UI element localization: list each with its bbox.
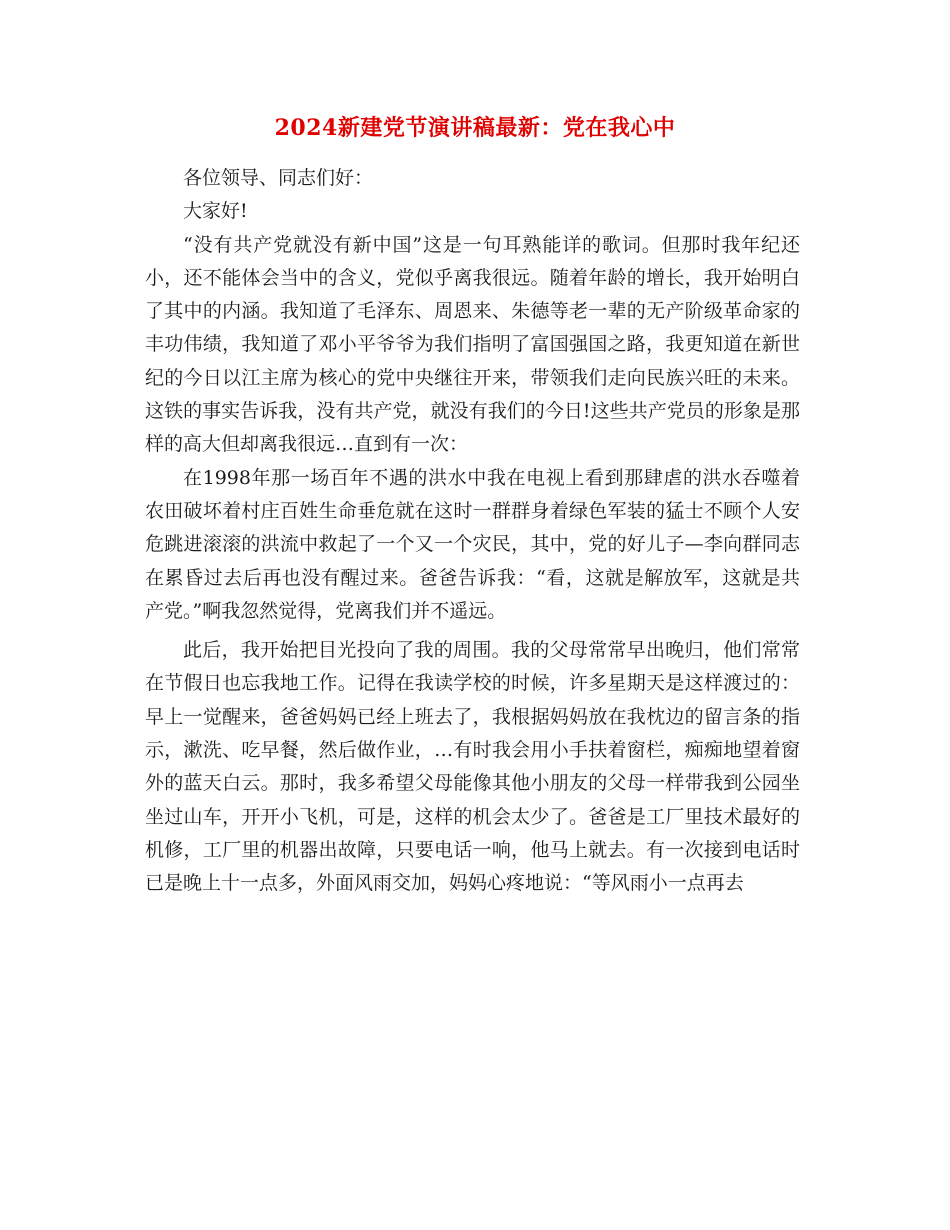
body-paragraph: “没有共产党就没有新中国”这是一句耳熟能详的歌词。但那时我年纪还小，还不能体会当中的含义，党似乎离我很远。随着年龄的增长，我开始明白了其中的内涵。我知道了毛泽东、周恩来、朱德等老一辈的无产阶级革命家的丰功伟绩，我知道了邓小平爷爷为我们指明了富国强国之路，我更知道在新世纪的今日以江主席为核心的党中央继往开来，带领我们走向民族兴旺的未来。这铁的事实告诉我，没有共产党，就没有我们的今日!这些共产党员的形象是那样的高大但却离我很远…直到有一次： xyxy=(145,233,800,456)
document-body xyxy=(145,162,800,901)
body-paragraph: 此后，我开始把目光投向了我的周围。我的父母常常早出晚归，他们常常在节假日也忘我地工作。记得在我读学校的时候，许多星期天是这样渡过的：早上一觉醒来，爸爸妈妈已经上班去了，我根据妈妈放在我枕边的留言条的指示，漱洗、吃早餐，然后做作业，…有时我会用小手扶着窗栏，痴痴地望着窗外的蓝天白云。那时，我多希望父母能像其他小朋友的父母一样带我到公园坐坐过山车，开开小飞机，可是，这样的机会太少了。爸爸是工厂里技术最好的机修，工厂里的机器出故障，只要电话一响，他马上就去。有一次接到电话时已是晚上十一点多，外面风雨交加，妈妈心疼地说：“等风雨小一点再去 xyxy=(145,639,800,895)
document-title: 2024新建党节演讲稿最新：党在我心中 xyxy=(274,115,676,141)
body-paragraph: 在1998年那一场百年不遇的洪水中我在电视上看到那肆虐的洪水吞噬着农田破坏着村庄百姓生命垂危就在这时一群群身着绿色军装的猛士不顾个人安危跳进滚滚的洪流中救起了一个又一个灾民，其中，党的好儿子—李向群同志在累昏过去后再也没有醒过来。爸爸告诉我：“看，这就是解放军，这就是共产党。”啊我忽然觉得，党离我们并不遥远。 xyxy=(145,466,800,622)
salutation-paragraph: 大家好! xyxy=(183,200,248,223)
greeting-paragraph: 各位领导、同志们好： xyxy=(183,167,374,189)
